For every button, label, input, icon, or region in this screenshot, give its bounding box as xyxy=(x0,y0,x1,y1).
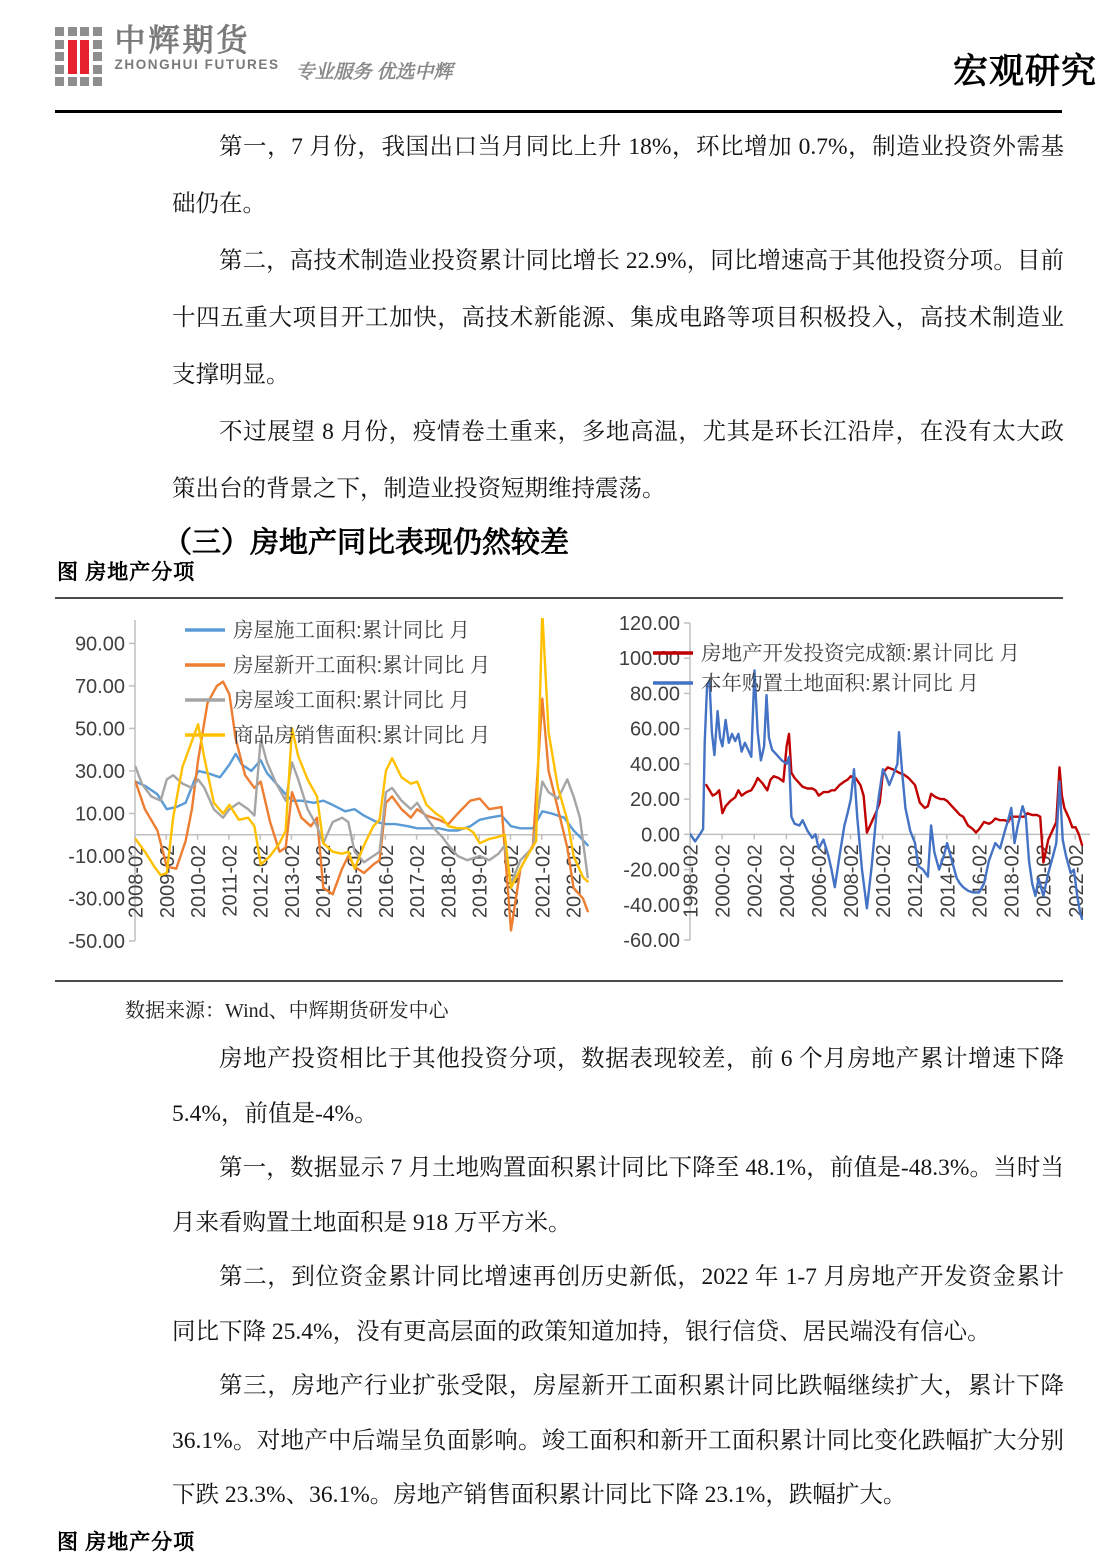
svg-text:-10.00: -10.00 xyxy=(68,846,125,868)
svg-text:2011-02: 2011-02 xyxy=(219,844,242,917)
svg-text:2002-02: 2002-02 xyxy=(744,844,767,918)
svg-text:2017-02: 2017-02 xyxy=(407,844,430,919)
svg-text:2014-02: 2014-02 xyxy=(937,844,960,918)
svg-text:2012-02: 2012-02 xyxy=(250,844,273,919)
svg-text:1998-02: 1998-02 xyxy=(680,844,703,918)
svg-text:2016-02: 2016-02 xyxy=(969,844,992,918)
svg-text:2022-02: 2022-02 xyxy=(1065,844,1088,918)
left-line-chart xyxy=(55,600,595,978)
logo-company-name-en: ZHONGHUI FUTURES xyxy=(114,57,280,73)
svg-text:80.00: 80.00 xyxy=(629,683,680,706)
svg-text:50.00: 50.00 xyxy=(74,718,125,741)
paragraph: 不过展望 8 月份，疫情卷土重来，多地高温，尤其是环长江沿岸，在没有太大政策出台的背景之下，制造业投资短期维持震荡。 xyxy=(172,419,1064,502)
svg-text:房屋竣工面积:累计同比 月: 房屋竣工面积:累计同比 月 xyxy=(233,689,470,712)
company-logo xyxy=(55,24,452,86)
svg-text:2008-02: 2008-02 xyxy=(841,844,863,918)
svg-text:本年购置土地面积:累计同比 月: 本年购置土地面积:累计同比 月 xyxy=(701,672,979,695)
svg-text:2020-02: 2020-02 xyxy=(501,844,523,919)
logo-company-name-cn: 中辉期货 xyxy=(114,23,251,58)
svg-text:-50.00: -50.00 xyxy=(68,931,125,953)
svg-text:10.00: 10.00 xyxy=(74,803,125,826)
svg-text:30.00: 30.00 xyxy=(74,760,125,783)
svg-text:2004-02: 2004-02 xyxy=(776,844,799,918)
svg-text:-30.00: -30.00 xyxy=(68,888,125,911)
logo-grid-icon xyxy=(55,27,102,86)
svg-text:房地产开发投资完成额:累计同比 月: 房地产开发投资完成额:累计同比 月 xyxy=(701,642,1020,665)
paragraph: 第三，房地产行业扩张受限，房屋新开工面积累计同比跌幅继续扩大，累计下降 36.1%。对地产中后端呈负面影响。竣工面积和新开工面积累计同比变化跌幅扩大分别下跌 23.3%、36.1%。房地产销售面积累计同比下降 23.1%，跌幅扩大。 xyxy=(172,1373,1064,1508)
svg-text:2000-02: 2000-02 xyxy=(712,844,735,918)
svg-text:2010-02: 2010-02 xyxy=(873,844,896,918)
svg-text:2016-02: 2016-02 xyxy=(375,844,398,919)
header-divider xyxy=(55,110,1062,113)
paragraph: 第一，7 月份，我国出口当月同比上升 18%，环比增加 0.7%，制造业投资外需基础仍在。 xyxy=(172,134,1064,217)
svg-text:2015-02: 2015-02 xyxy=(344,844,367,919)
svg-text:2006-02: 2006-02 xyxy=(808,844,831,918)
svg-text:2014-02: 2014-02 xyxy=(313,844,336,919)
section-heading: （三）房地产同比表现仍然较差 xyxy=(163,527,570,559)
body-text-top xyxy=(172,119,1064,518)
svg-text:2013-02: 2013-02 xyxy=(282,844,304,919)
svg-text:房屋施工面积:累计同比 月: 房屋施工面积:累计同比 月 xyxy=(233,619,470,642)
figure-caption-bottom: 图 房地产分项 xyxy=(57,1530,196,1554)
svg-text:0.00: 0.00 xyxy=(641,824,680,847)
svg-text:房屋新开工面积:累计同比 月: 房屋新开工面积:累计同比 月 xyxy=(233,654,491,677)
logo-names xyxy=(115,24,280,72)
svg-text:2021-02: 2021-02 xyxy=(532,844,555,919)
svg-text:2009-02: 2009-02 xyxy=(156,844,179,919)
svg-text:2018-02: 2018-02 xyxy=(438,844,461,919)
svg-text:-60.00: -60.00 xyxy=(623,930,680,952)
logo-slogan: 专业服务 优选中辉 xyxy=(295,62,453,83)
figure-caption-top: 图 房地产分项 xyxy=(57,560,196,584)
paragraph: 第一，数据显示 7 月土地购置面积累计同比下降至 48.1%，前值是-48.3%。当时当月来看购置土地面积是 918 万平方米。 xyxy=(172,1155,1064,1236)
svg-text:2012-02: 2012-02 xyxy=(905,844,928,918)
svg-text:90.00: 90.00 xyxy=(74,633,125,656)
svg-text:60.00: 60.00 xyxy=(629,718,680,741)
svg-text:70.00: 70.00 xyxy=(74,675,125,698)
document-title: 宏观研究 xyxy=(952,52,1097,91)
svg-text:2010-02: 2010-02 xyxy=(188,844,211,919)
svg-text:120.00: 120.00 xyxy=(618,613,680,635)
data-source-note: 数据来源：Wind、中辉期货研发中心 xyxy=(125,1000,449,1022)
right-line-chart xyxy=(595,600,1105,978)
svg-text:40.00: 40.00 xyxy=(629,753,680,776)
paragraph: 房地产投资相比于其他投资分项，数据表现较差，前 6 个月房地产累计增速下降 5.4%，前值是-4%。 xyxy=(172,1046,1064,1127)
paragraph: 第二，到位资金累计同比增速再创历史新低，2022 年 1-7 月房地产开发资金累计同比下降 25.4%，没有更高层面的政策知道加持，银行信贷、居民端没有信心。 xyxy=(172,1264,1064,1345)
svg-text:2018-02: 2018-02 xyxy=(1001,844,1024,918)
body-text-bottom xyxy=(172,1032,1064,1523)
paragraph: 第二，高技术制造业投资累计同比增长 22.9%，同比增速高于其他投资分项。目前十四五重大项目开工加快，高技术新能源、集成电路等项目积极投入，高技术制造业支撑明显。 xyxy=(172,248,1064,388)
svg-text:商品房销售面积:累计同比 月: 商品房销售面积:累计同比 月 xyxy=(233,724,491,747)
figure-top-rule xyxy=(55,597,1063,599)
svg-text:-20.00: -20.00 xyxy=(623,859,680,882)
svg-text:100.00: 100.00 xyxy=(618,648,680,671)
figure-bottom-rule xyxy=(55,980,1063,982)
svg-text:20.00: 20.00 xyxy=(629,789,680,812)
svg-text:2022-02: 2022-02 xyxy=(563,844,586,919)
svg-text:2008-02: 2008-02 xyxy=(125,844,148,919)
svg-text:2019-02: 2019-02 xyxy=(469,844,492,919)
svg-text:-40.00: -40.00 xyxy=(623,894,680,917)
svg-text:2020-02: 2020-02 xyxy=(1033,844,1056,918)
